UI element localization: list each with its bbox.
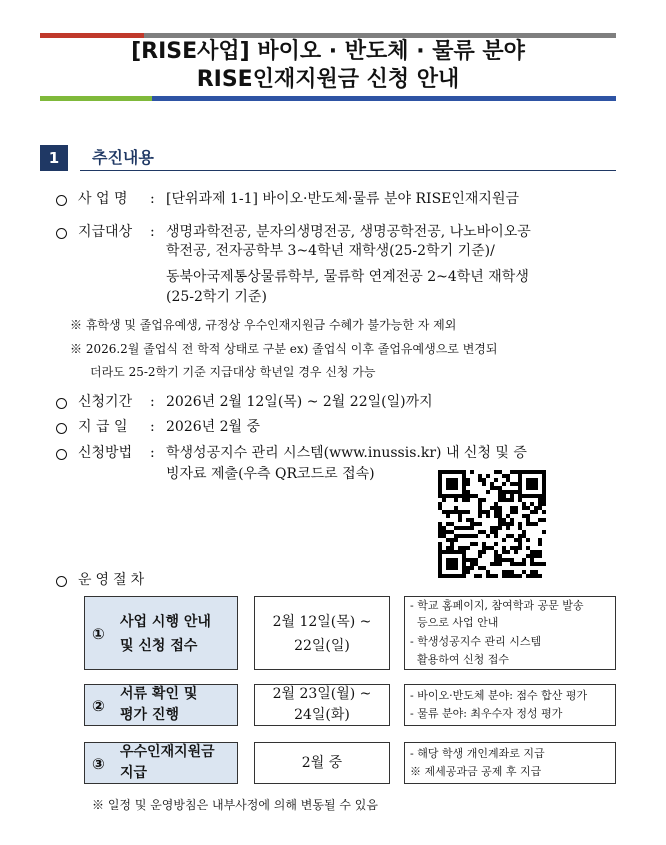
title-bottom-bar xyxy=(40,96,616,101)
target-label: 지급대상 xyxy=(78,224,133,240)
method-line2: 빙자료 제출(우측 QR코드로 접속) xyxy=(166,466,375,482)
target-colon: : xyxy=(150,224,155,240)
procedure-label: 운영절차 xyxy=(78,572,149,588)
target-line2: 학전공, 전자공학부 3~4학년 재학생(25-2학기 기준)/ xyxy=(166,243,495,259)
step2-desc-line: - 바이오·반도체 분야: 점수 합산 평가 xyxy=(410,689,588,702)
payday-value: 2026년 2월 중 xyxy=(166,419,261,435)
step1-desc-line: 등으로 사업 안내 xyxy=(410,616,499,629)
step2-name-line2: 평가 진행 xyxy=(120,707,179,723)
page-title-line2: RISE인재지원금 신청 안내 xyxy=(196,67,460,92)
step3-name-line2: 지급 xyxy=(120,765,148,781)
step2-number: ② xyxy=(92,697,105,715)
bullet-circle-icon xyxy=(56,228,67,239)
bullet-circle-icon xyxy=(56,449,67,460)
step1-desc-line: - 학생성공지수 관리 시스템 xyxy=(410,635,542,648)
step1-date-line1: 2월 12일(목) ~ xyxy=(272,614,372,630)
method-colon: : xyxy=(150,445,155,461)
step3-date-line1: 2월 중 xyxy=(301,755,343,771)
step1-number: ① xyxy=(92,625,105,643)
bullet-circle-icon xyxy=(56,398,67,409)
step3-desc-line: ※ 제세공과금 공제 후 지급 xyxy=(410,765,542,778)
period-colon: : xyxy=(150,394,155,410)
step2-desc-line: - 물류 분야: 최우수자 정성 평가 xyxy=(410,707,563,720)
step3-name-line1: 우수인재지원금 xyxy=(120,744,215,760)
period-label: 신청기간 xyxy=(78,394,133,410)
step1-date-box xyxy=(254,596,390,670)
step2-date-line2: 24일(화) xyxy=(294,707,350,723)
target-line3: 동북아국제통상물류학부, 물류학 연계전공 2~4학년 재학생 xyxy=(166,269,529,285)
page-title-line1: [RISE사업] 바이오 · 반도체 · 물류 분야 xyxy=(131,39,525,64)
section-title: 추진내용 xyxy=(92,148,154,167)
step1-name-line1: 사업 시행 안내 xyxy=(120,614,211,630)
step2-name-line1: 서류 확인 및 xyxy=(120,686,198,702)
step2-date-line1: 2월 23일(월) ~ xyxy=(272,686,372,702)
bullet-circle-icon xyxy=(56,423,67,434)
section-underline xyxy=(80,170,616,171)
step1-name-box xyxy=(84,596,238,670)
note-graduation-line2: 더라도 25-2학기 기준 지급대상 학년일 경우 신청 가능 xyxy=(90,365,376,379)
note-exclusion: ※ 휴학생 및 졸업유예생, 규정상 우수인재지원금 수혜가 불가능한 자 제외 xyxy=(70,318,457,332)
step3-number: ③ xyxy=(92,755,105,773)
qr-code-icon[interactable] xyxy=(438,470,546,578)
step1-date-line2: 22일(일) xyxy=(294,638,350,654)
note-graduation-line1: ※ 2026.2월 졸업식 전 학적 상태로 구분 ex) 졸업식 이후 졸업유예생으로 변경되 xyxy=(70,342,498,356)
method-line1: 학생성공지수 관리 시스템(www.inussis.kr) 내 신청 및 증 xyxy=(166,445,527,461)
step1-desc-line: 활용하여 신청 접수 xyxy=(410,653,509,666)
target-line1: 생명과학전공, 분자의생명전공, 생명공학전공, 나노바이오공 xyxy=(166,224,531,240)
project-label: 사 업 명 xyxy=(78,191,128,207)
project-colon: : xyxy=(150,191,155,207)
period-value: 2026년 2월 12일(목) ~ 2월 22일(일)까지 xyxy=(166,394,433,410)
step1-desc-line: - 학교 홈페이지, 참여학과 공문 발송 xyxy=(410,599,584,612)
target-line4: (25-2학기 기준) xyxy=(166,289,267,305)
procedure-footnote: ※ 일정 및 운영방침은 내부사정에 의해 변동될 수 있음 xyxy=(92,798,378,812)
payday-label: 지 급 일 xyxy=(78,419,128,435)
step1-name-line2: 및 신청 접수 xyxy=(120,638,198,654)
step3-desc-line: - 해당 학생 개인계좌로 지급 xyxy=(410,747,545,760)
payday-colon: : xyxy=(150,419,155,435)
method-label: 신청방법 xyxy=(78,445,133,461)
section-number: 1 xyxy=(40,145,68,171)
project-value: [단위과제 1-1] 바이오·반도체·물류 분야 RISE인재지원금 xyxy=(166,191,520,207)
bullet-circle-icon xyxy=(56,576,67,587)
bullet-circle-icon xyxy=(56,195,67,206)
